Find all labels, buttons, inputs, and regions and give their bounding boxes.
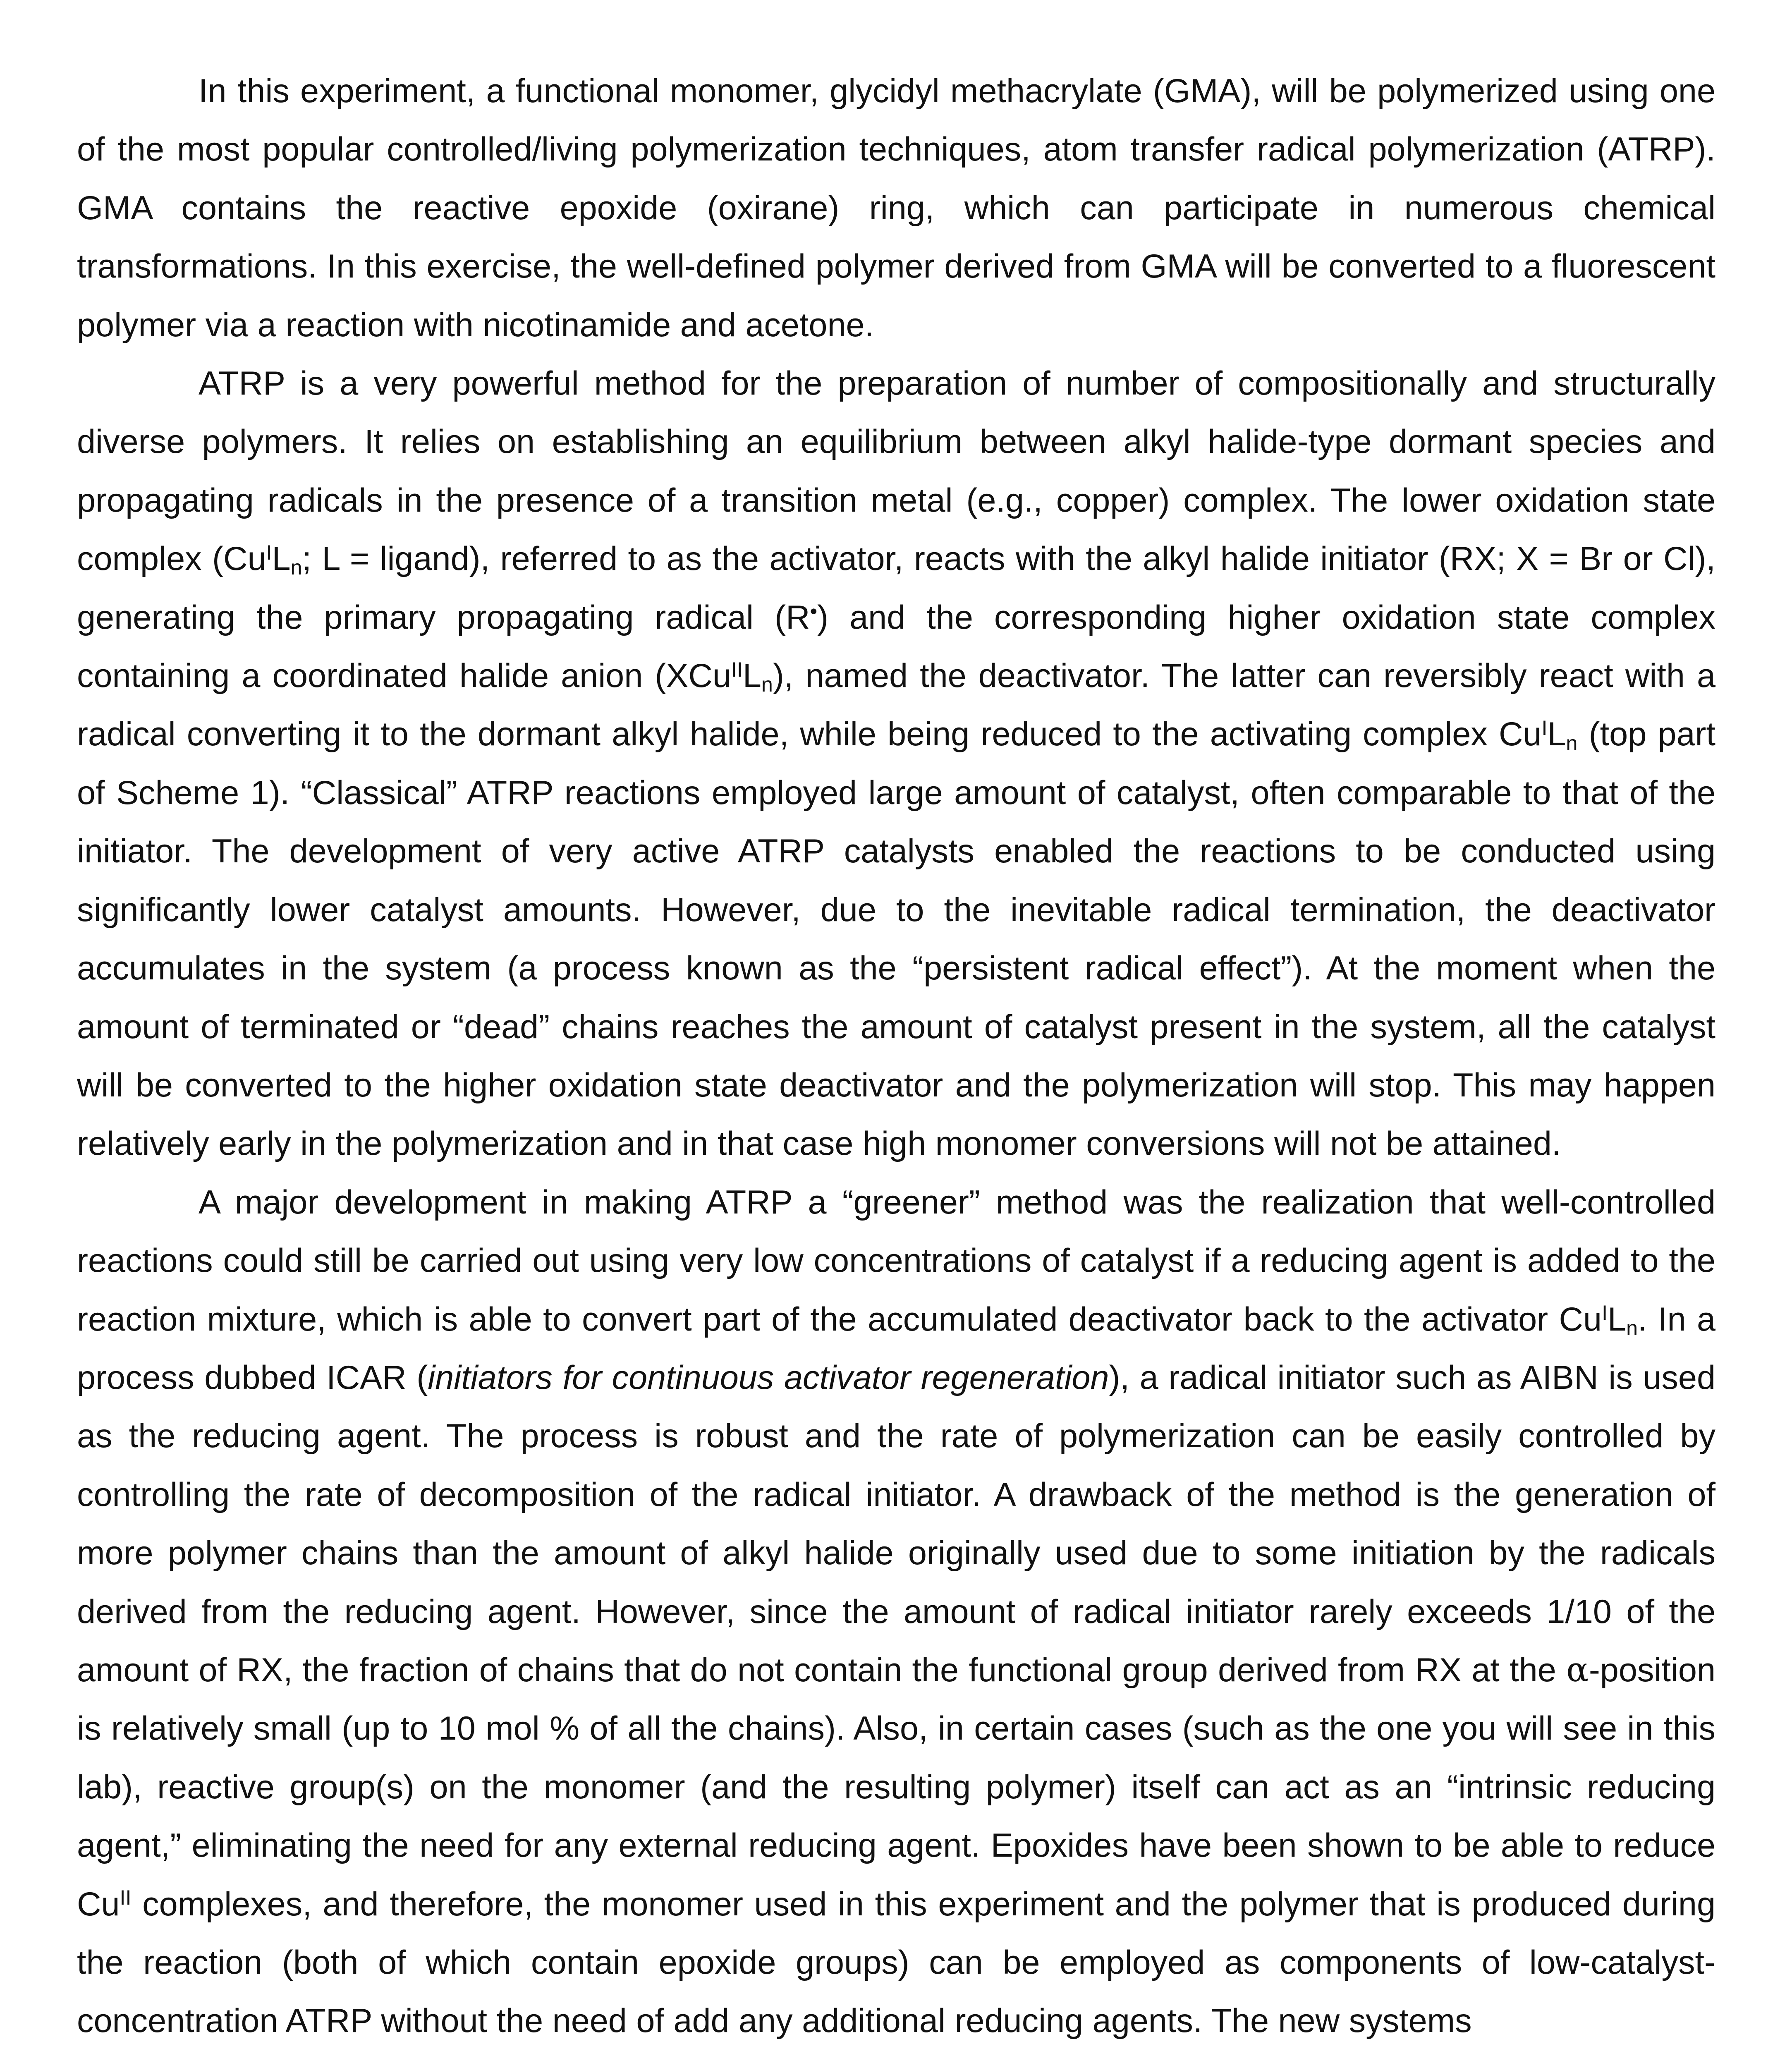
ligand-symbol: L [1547,716,1566,753]
oxidation-state-superscript: I [1541,716,1548,740]
paragraph-intro [77,62,1715,354]
paragraph-atrp-mechanism [77,354,1715,1173]
text-run: complexes, and therefore, the monomer used in this experiment and the polymer that is produced during the reaction (both of which contain epoxide groups) can be employed as components of low-catalyst-concentration ATRP without the need of add any additional reducing agents. The new systems [77,1885,1715,2040]
ligand-count-subscript: n [1566,731,1578,755]
text-run: . In a process dubbed ICAR ( [77,1300,1715,1396]
text-run: ), a radical initiator such as AIBN is used as the reducing agent. The process is robust and the rate of polymerization can be easily controlled by controlling the rate of decomposition of the radical initiator. A drawback of the method is the generation of more polymer chains than the amount of alkyl halide originally used due to some initiation by the radicals derived from the reducing agent. However, since the amount of radical initiator rarely exceeds 1/10 of the amount of RX, the fraction of chains that do not contain the functional group derived from RX at the [77,1359,1716,1689]
text-run: ; L = ligand), referred to as the activator, reacts with the alkyl halide initiator (RX; X = Br or Cl), generating the primary propagating radical (R [77,540,1715,636]
text-run: ), named the deactivator. The latter can reversibly react with a radical converting it to the dormant alkyl halide, while being reduced to the activating complex Cu [77,657,1716,753]
ligand-symbol: L [742,657,761,695]
oxidation-state-superscript: I [266,541,272,565]
text-run: ATRP is a very powerful method for the preparation of number of compositionally and structurally diverse polymers. It relies on establishing an equilibrium between alkyl halide-type dormant species and propagating radicals in the presence of a transition metal (e.g., copper) complex. The lower oxidation state complex (Cu [77,365,1715,578]
radical-dot-superscript: • [810,599,818,623]
text-run: ) and the corresponding higher oxidation state complex containing a coordinated halide anion (XCu [77,598,1716,695]
ligand-symbol: L [1608,1300,1627,1338]
oxidation-state-superscript: I [1602,1301,1608,1325]
text-run: -position is relatively small (up to 10 mol % of all the chains). Also, in certain cases (such as the one you will see in this lab), reactive group(s) on the monomer (and the resulting polymer) itself can act as an “intrinsic reducing agent,” eliminating the need for any external reducing agent. Epoxides have been shown to be able to reduce Cu [77,1651,1715,1923]
oxidation-state-superscript: II [120,1886,132,1910]
paragraph-icar [77,1173,1715,2051]
document-page [77,62,1715,2051]
text-run: A major development in making ATRP a “greener” method was the realization that well-controlled reactions could still be carried out using very low concentrations of catalyst if a reducing agent is added to the reaction mixture, which is able to convert part of the accumulated deactivator back to the activator Cu [77,1183,1715,1338]
ligand-count-subscript: n [761,673,773,697]
alpha-symbol: α [1566,1650,1589,1690]
ligand-count-subscript: n [290,556,302,579]
text-run: (top part of Scheme 1). “Classical” ATRP reactions employed large amount of catalyst, often comparable to that of the initiator. The development of very active ATRP catalysts enabled the reactions to be conducted using significantly lower catalyst amounts. However, due to the inevitable radical termination, the deactivator accumulates in the system (a process known as the “persistent radical effect”). At the moment when the amount of terminated or “dead” chains reaches the amount of catalyst present in the system, all the catalyst will be converted to the higher oxidation state deactivator and the polymerization will stop. This may happen relatively early in the polymerization and in that case high monomer conversions will not be attained. [77,716,1715,1163]
oxidation-state-superscript: II [731,658,743,681]
icar-definition-italic: initiators for continuous activator regeneration [428,1359,1109,1396]
paragraph-intro-text: In this experiment, a functional monomer, glycidyl methacrylate (GMA), will be polymerized using one of the most popular controlled/living polymerization techniques, atom transfer radical polymerization (ATRP). GMA contains the reactive epoxide (oxirane) ring, which can participate in numerous chemical transformations. In this exercise, the well-defined polymer derived from GMA will be converted to a fluorescent polymer via a reaction with nicotinamide and acetone. [77,72,1715,344]
ligand-symbol: L [272,540,291,578]
ligand-count-subscript: n [1626,1316,1638,1340]
